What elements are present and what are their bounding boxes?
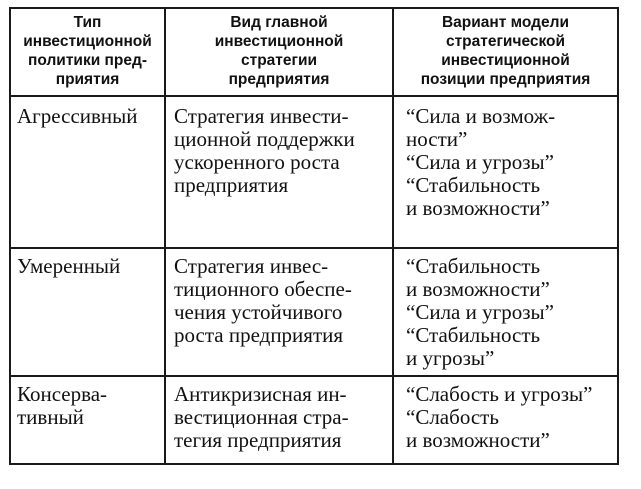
- model-cell: “Слабость и угрозы” “Слабость и возможности”: [393, 376, 618, 464]
- strategy-cell: Стратегия инвес- тиционного обеспе- чения устойчивого роста предприятия: [165, 248, 393, 376]
- model-cell: “Стабильность и возможности” “Сила и угрозы” “Стабильность и угрозы”: [393, 248, 618, 376]
- table-row: [10, 376, 618, 464]
- header-policy-type: Тип инвестиционной политики пред- приятия: [10, 8, 165, 96]
- policy-type-cell: Умеренный: [10, 248, 165, 376]
- table-row: [10, 248, 618, 376]
- strategy-cell: Антикризисная ин- вестиционная стра- тегия предприятия: [165, 376, 393, 464]
- header-model-variant: Вариант модели стратегической инвестиционной позиции предприятия: [393, 8, 618, 96]
- investment-policy-table: [9, 7, 619, 465]
- header-row: [10, 8, 618, 96]
- header-main-strategy: Вид главной инвестиционной стратегии предприятия: [165, 8, 393, 96]
- policy-type-cell: Агрессивный: [10, 96, 165, 248]
- table-row: [10, 96, 618, 248]
- model-cell: “Сила и возмож- ности” “Сила и угрозы” “Стабильность и возможности”: [393, 96, 618, 248]
- policy-type-cell: Консерва- тивный: [10, 376, 165, 464]
- strategy-cell: Стратегия инвести- ционной поддержки ускоренного роста предприятия: [165, 96, 393, 248]
